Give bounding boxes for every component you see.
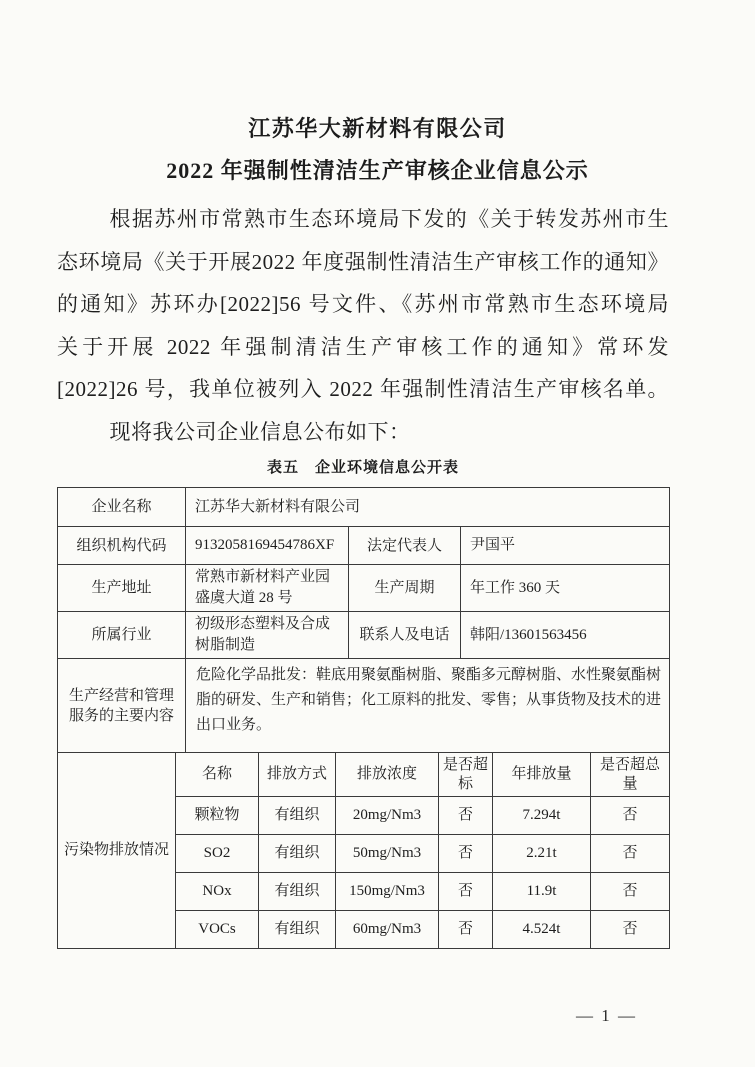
info-value-cell: 9132058169454786XF — [186, 527, 349, 565]
info-value-cell: 危险化学品批发：鞋底用聚氨酯树脂、聚酯多元醇树脂、水性聚氨酯树脂的研发、生产和销售；化工原料的批发、零售；从事货物及技术的进出口业务。 — [186, 659, 670, 753]
body-line: [2022]26 号，我单位被列入 2022 年强制性清洁生产审核名单。 — [57, 377, 669, 401]
pollutant-mode-cell: 有组织 — [259, 797, 336, 835]
pollutant-section-label: 污染物排放情况 — [58, 753, 176, 949]
pollutant-mode-cell: 有组织 — [259, 835, 336, 873]
info-value-cell: 江苏华大新材料有限公司 — [186, 488, 670, 527]
pollutant-concentration-cell: 150mg/Nm3 — [336, 873, 439, 911]
info-label-cell: 生产地址 — [58, 565, 186, 612]
pollutant-header-cell: 排放浓度 — [336, 753, 439, 797]
body-line: 的通知》苏环办[2022]56 号文件、《苏州市常熟市生态环境局 — [57, 292, 669, 316]
info-row — [58, 527, 670, 565]
body-paragraph — [57, 198, 669, 453]
info-row — [58, 488, 670, 527]
pollutant-annual-cell: 11.9t — [493, 873, 591, 911]
info-value-cell: 尹国平 — [461, 527, 670, 565]
pollutant-name-cell: 颗粒物 — [176, 797, 259, 835]
pollutant-header-cell: 排放方式 — [259, 753, 336, 797]
pollutant-exceed-cell: 否 — [439, 911, 493, 949]
info-row — [58, 565, 670, 612]
pollutant-exceed-total-cell: 否 — [591, 835, 670, 873]
pollutant-header-cell: 是否超标 — [439, 753, 493, 797]
document-title: 江苏华大新材料有限公司 — [248, 116, 507, 141]
table-caption: 表五 企业环境信息公开表 — [266, 459, 459, 476]
info-label-cell: 生产周期 — [349, 565, 461, 612]
info-label-cell: 法定代表人 — [349, 527, 461, 565]
company-info-table — [57, 487, 670, 753]
pollutant-name-cell: VOCs — [176, 911, 259, 949]
pollutant-exceed-total-cell: 否 — [591, 873, 670, 911]
pollutant-emission-table — [57, 752, 670, 949]
info-value-cell: 初级形态塑料及合成树脂制造 — [186, 612, 349, 659]
info-row — [58, 659, 670, 753]
pollutant-exceed-total-cell: 否 — [591, 797, 670, 835]
info-row — [58, 612, 670, 659]
pollutant-header-cell: 是否超总量 — [591, 753, 670, 797]
body-line: 关于开展 2022 年强制清洁生产审核工作的通知》常环发 — [57, 334, 669, 359]
info-label-cell: 企业名称 — [58, 488, 186, 527]
pollutant-exceed-total-cell: 否 — [591, 911, 670, 949]
info-value-cell: 韩阳/13601563456 — [461, 612, 670, 659]
pollutant-concentration-cell: 60mg/Nm3 — [336, 911, 439, 949]
pollutant-exceed-cell: 否 — [439, 873, 493, 911]
body-line: 根据苏州市常熟市生态环境局下发的《关于转发苏州市生 — [109, 207, 669, 231]
info-value-cell: 常熟市新材料产业园盛虞大道 28 号 — [186, 565, 349, 612]
pollutant-concentration-cell: 50mg/Nm3 — [336, 835, 439, 873]
pollutant-header-cell: 名称 — [176, 753, 259, 797]
pollutant-annual-cell: 7.294t — [493, 797, 591, 835]
body-line: 态环境局《关于开展2022 年度强制性清洁生产审核工作的通知》 — [57, 249, 669, 274]
pollutant-name-cell: SO2 — [176, 835, 259, 873]
info-label-cell: 组织机构代码 — [58, 527, 186, 565]
info-value-cell: 年工作 360 天 — [461, 565, 670, 612]
pollutant-header-cell: 年排放量 — [493, 753, 591, 797]
pollutant-concentration-cell: 20mg/Nm3 — [336, 797, 439, 835]
pollutant-mode-cell: 有组织 — [259, 911, 336, 949]
pollutant-annual-cell: 2.21t — [493, 835, 591, 873]
info-label-cell: 所属行业 — [58, 612, 186, 659]
info-label-cell: 联系人及电话 — [349, 612, 461, 659]
pollutant-name-cell: NOx — [176, 873, 259, 911]
info-label-cell: 生产经营和管理服务的主要内容 — [58, 659, 186, 753]
pollutant-mode-cell: 有组织 — [259, 873, 336, 911]
body-line: 现将我公司企业信息公布如下： — [109, 419, 411, 444]
pollutant-annual-cell: 4.524t — [493, 911, 591, 949]
pollutant-exceed-cell: 否 — [439, 797, 493, 835]
pollutant-exceed-cell: 否 — [439, 835, 493, 873]
document-subtitle: 2022 年强制性清洁生产审核企业信息公示 — [166, 158, 589, 183]
pollutant-header-row — [58, 753, 670, 797]
page-number: — 1 — — [576, 1006, 637, 1025]
